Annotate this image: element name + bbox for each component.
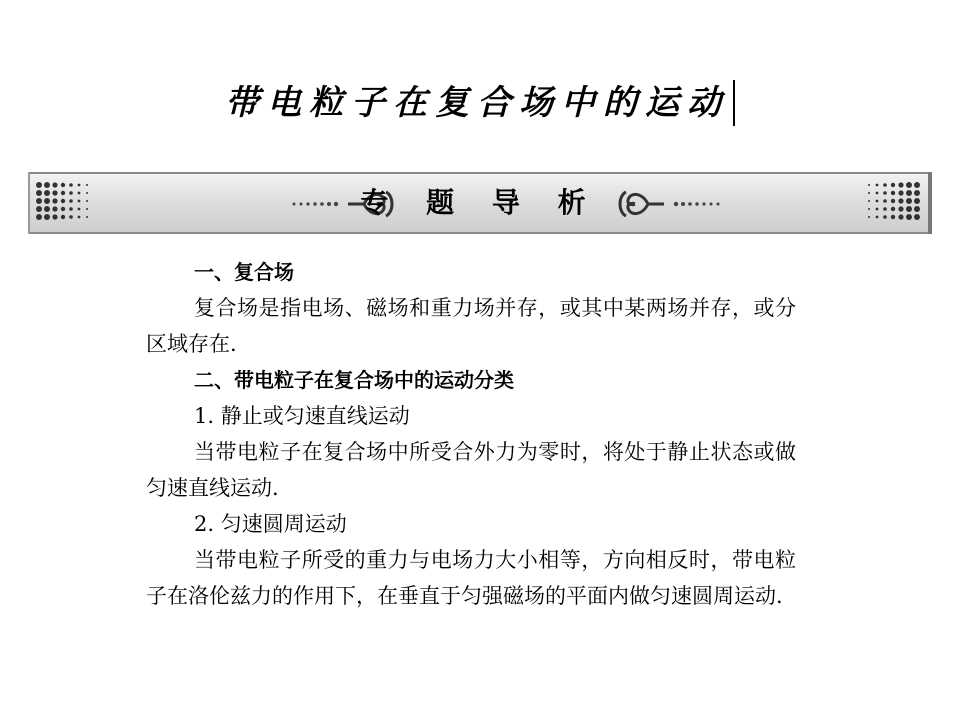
item-2-label: 2. 匀速圆周运动 xyxy=(194,512,347,536)
item-1-text: 当带电粒子在复合场中所受合外力为零时，将处于静止状态或做匀速直线运动. xyxy=(146,440,796,500)
section-heading-2: 二、带电粒子在复合场中的运动分类 xyxy=(194,368,514,392)
item-2-text: 当带电粒子所受的重力与电场力大小相等，方向相反时，带电粒子在洛伦兹力的作用下，在垂直于匀强磁场的平面内做匀速圆周运动. xyxy=(146,548,796,608)
item-1-label: 1. 静止或匀速直线运动 xyxy=(194,404,410,428)
page-title: 带电粒子在复合场中的运动 xyxy=(225,80,735,126)
section-banner xyxy=(28,172,932,234)
banner-title: 专 题 导 析 xyxy=(360,186,600,219)
section-1-paragraph: 复合场是指电场、磁场和重力场并存，或其中某两场并存，或分区域存在. xyxy=(146,296,796,356)
content-body xyxy=(146,254,796,614)
section-heading-1: 一、复合场 xyxy=(194,260,294,284)
title-container xyxy=(0,80,960,128)
